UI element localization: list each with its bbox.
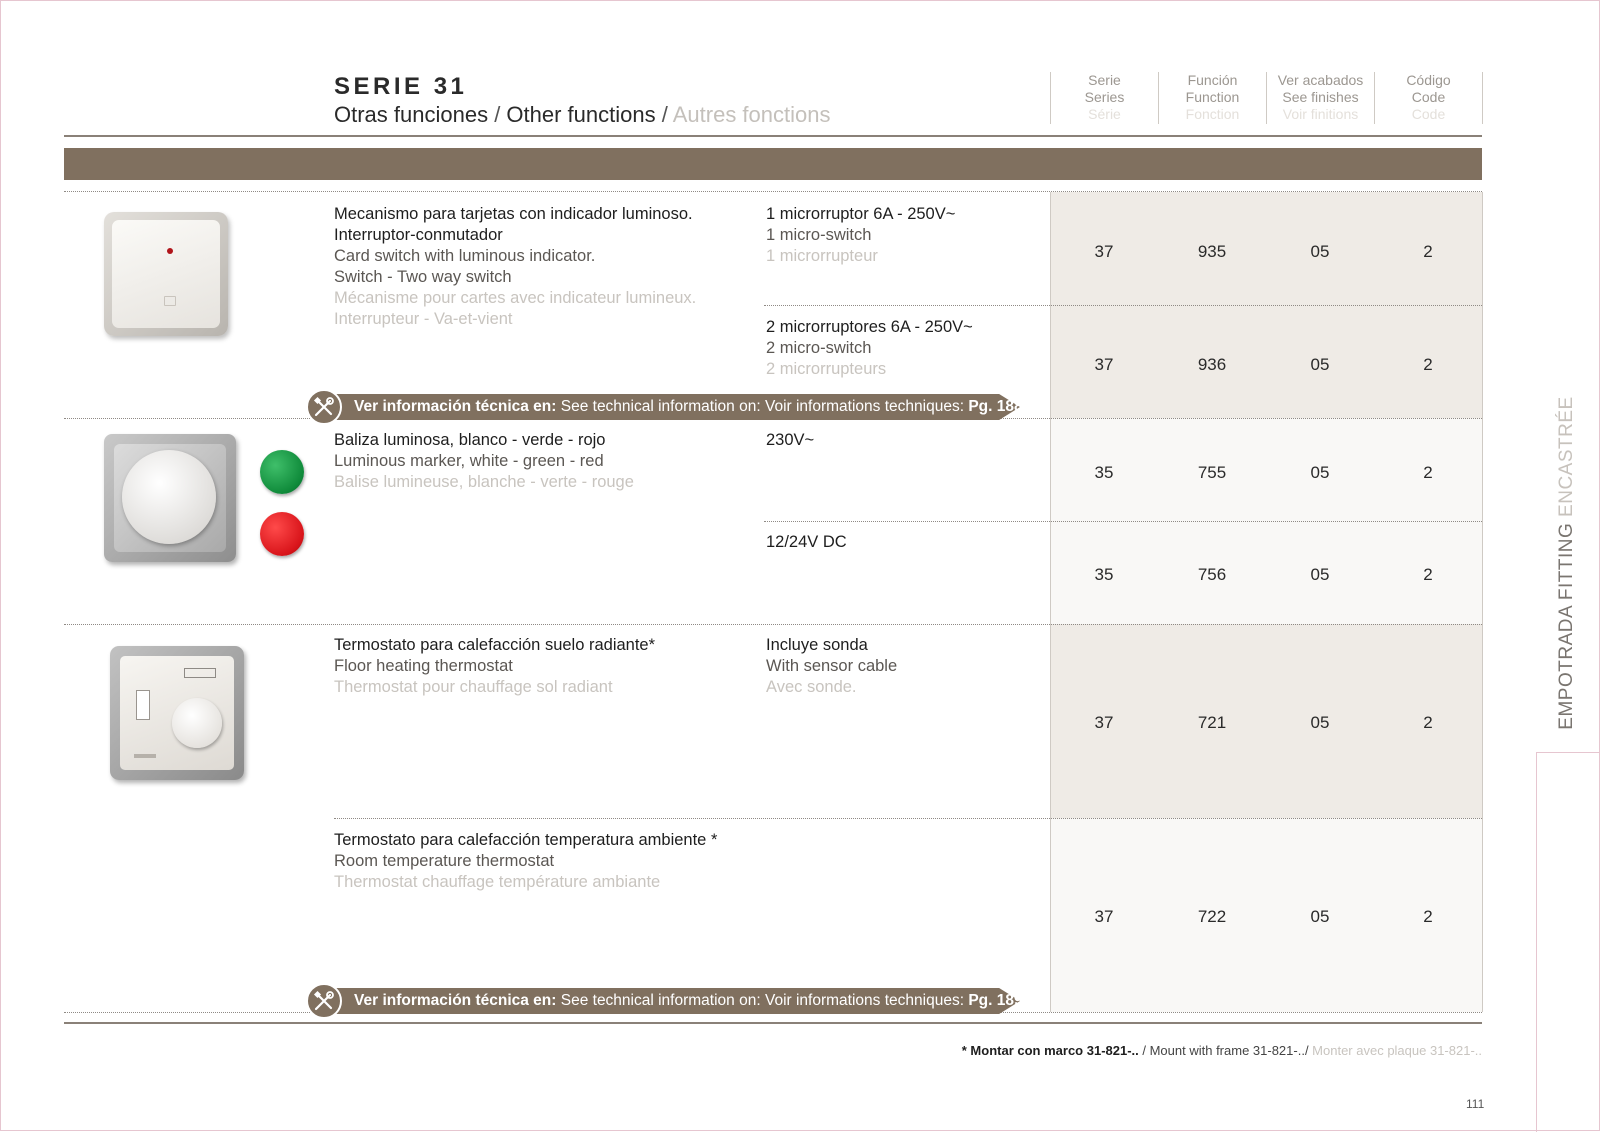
variant-1-1-spec (766, 204, 955, 267)
spec-line: 1 microrrupteur (766, 247, 878, 265)
col-head-fr: Fonction (1185, 106, 1240, 122)
desc-line: Room temperature thermostat (334, 852, 555, 870)
col-head-en: Code (1411, 89, 1446, 105)
tech-info-text (354, 398, 1023, 416)
variant-2-1-spec (766, 430, 814, 451)
tech-fr: Voir informations techniques: (764, 398, 964, 415)
series-code: 37 (1094, 242, 1114, 261)
tech-page-ref[interactable]: Pg. 189 (968, 992, 1023, 1009)
codes-left-border (1050, 192, 1051, 1012)
variant-1-2-spec (766, 317, 973, 380)
subtitle-es: Otras funciones (334, 102, 489, 127)
thermostat-frame (110, 646, 244, 780)
function-code: 756 (1197, 565, 1227, 584)
col-head-es: Código (1406, 72, 1451, 88)
side-section-tab (1552, 396, 1582, 730)
thermostat-label-plate (184, 668, 216, 678)
desc-line: Balise lumineuse, blanche - verte - rouge (334, 473, 634, 491)
metal-frame (104, 434, 236, 562)
series-code: 37 (1094, 907, 1114, 926)
tech-info-banner-2[interactable] (306, 987, 1038, 1015)
code-value: 2 (1423, 907, 1433, 926)
tech-fr: Voir informations techniques: (764, 992, 964, 1009)
tools-icon (306, 389, 342, 425)
desc-line: Termostato para calefacción suelo radiante* (334, 636, 656, 654)
tools-icon (306, 983, 342, 1019)
product-3-description (334, 635, 655, 698)
spec-line: 2 micro-switch (766, 339, 872, 357)
spec-line: 230V~ (766, 431, 815, 449)
code-value: 2 (1423, 242, 1433, 261)
spec-line: With sensor cable (766, 657, 898, 675)
finish-code: 05 (1310, 565, 1330, 584)
thermostat-switch (136, 690, 150, 720)
codes-right-border (1482, 192, 1483, 1012)
variant-3-1-spec (766, 635, 897, 698)
function-code: 722 (1197, 907, 1227, 926)
page-number: 111 (1466, 1097, 1485, 1111)
spec-line: 12/24V DC (766, 533, 847, 551)
side-tab-light: ENCASTRÉE (1556, 396, 1577, 523)
col-head-es: Ver acabados (1277, 72, 1364, 88)
desc-line: Mecanismo para tarjetas con indicador luminoso. (334, 205, 693, 223)
col-head-es: Serie (1088, 72, 1121, 88)
header-rule (64, 135, 1482, 137)
tech-en: See technical information on: (560, 398, 761, 415)
col-head-code (1374, 72, 1483, 124)
function-code: 721 (1197, 713, 1227, 732)
desc-line: Thermostat pour chauffage sol radiant (334, 678, 613, 696)
series-code: 35 (1094, 463, 1114, 482)
product-1-description (334, 204, 696, 330)
product-4-description (334, 830, 717, 893)
footnote (962, 1043, 1482, 1058)
series-code: 35 (1094, 565, 1114, 584)
row-separator (64, 191, 1482, 192)
code-value: 2 (1423, 463, 1433, 482)
subtitle-en: Other functions (506, 102, 656, 127)
tech-info-text (354, 992, 1023, 1010)
marker-cap (122, 450, 216, 544)
tech-es: Ver información técnica en: (354, 398, 557, 415)
col-head-fr: Voir finitions (1282, 106, 1359, 122)
row-separator (334, 818, 1482, 819)
tech-en: See technical information on: (560, 992, 761, 1009)
series-code: 37 (1094, 713, 1114, 732)
side-tab-dark: EMPOTRADA FITTING (1556, 522, 1577, 730)
footnote-es: * Montar con marco 31-821-.. (961, 1043, 1139, 1058)
header-band (64, 148, 1482, 180)
finish-code: 05 (1310, 355, 1330, 374)
switch-face (112, 220, 220, 328)
spec-line: Incluye sonda (766, 636, 868, 654)
desc-line: Card switch with luminous indicator. (334, 247, 596, 265)
footnote-fr: Monter avec plaque 31-821-.. (1308, 1043, 1482, 1058)
col-head-es: Función (1187, 72, 1238, 88)
col-head-fr: Série (1088, 106, 1121, 122)
col-head-fr: Code (1411, 106, 1446, 122)
variant-separator (764, 521, 1482, 522)
red-lens (260, 512, 304, 556)
function-code: 755 (1197, 463, 1227, 482)
spec-line: Avec sonde. (766, 678, 857, 696)
series-code: 37 (1094, 355, 1114, 374)
finish-code: 05 (1310, 907, 1330, 926)
finish-code: 05 (1310, 463, 1330, 482)
desc-line: Mécanisme pour cartes avec indicateur lumineux. (334, 289, 697, 307)
desc-line: Interruptor-conmutador (334, 226, 503, 244)
desc-line: Switch - Two way switch (334, 268, 512, 286)
desc-line: Termostato para calefacción temperatura ambiente * (334, 831, 718, 849)
subtitle-fr: Autres fonctions (672, 102, 831, 127)
column-headers (1050, 72, 1482, 124)
function-code: 935 (1197, 242, 1227, 261)
subtitle-sep-2: / (655, 102, 673, 127)
code-value: 2 (1423, 355, 1433, 374)
code-value: 2 (1423, 713, 1433, 732)
desc-line: Thermostat chauffage température ambiante (334, 873, 661, 891)
side-box (1536, 752, 1600, 1132)
thermostat-image (110, 646, 246, 782)
subtitle-sep-1: / (488, 102, 507, 127)
switch-frame (104, 212, 228, 336)
col-head-en: Function (1185, 89, 1240, 105)
col-head-series (1050, 72, 1158, 124)
tech-es: Ver información técnica en: (354, 992, 557, 1009)
function-code: 936 (1197, 355, 1227, 374)
variant-separator (764, 305, 1482, 306)
green-lens (260, 450, 304, 494)
col-head-function (1158, 72, 1266, 124)
variant-2-2-spec (766, 532, 847, 553)
desc-line: Luminous marker, white - green - red (334, 452, 604, 470)
card-switch-image (104, 212, 232, 340)
thermostat-face (120, 656, 234, 770)
col-head-en: Series (1084, 89, 1125, 105)
finish-code: 05 (1310, 242, 1330, 261)
desc-line: Floor heating thermostat (334, 657, 513, 675)
tech-info-banner-1[interactable] (306, 393, 1038, 421)
footer-rule (64, 1022, 1482, 1024)
tech-page-ref[interactable]: Pg. 188 (968, 398, 1023, 415)
col-head-en: See finishes (1282, 89, 1359, 105)
finish-code: 05 (1310, 713, 1330, 732)
indicator-led (167, 248, 173, 254)
desc-line: Baliza luminosa, blanco - verde - rojo (334, 431, 606, 449)
code-value: 2 (1423, 565, 1433, 584)
spec-line: 1 microrruptor 6A - 250V~ (766, 205, 956, 223)
col-head-finishes (1266, 72, 1374, 124)
luminous-marker-image (104, 434, 238, 564)
brand-mark (134, 754, 156, 758)
card-slot-icon (164, 296, 176, 306)
thermostat-dial (172, 698, 222, 748)
row-separator (64, 624, 1482, 625)
spec-line: 2 microrruptores 6A - 250V~ (766, 318, 973, 336)
page-subtitle (334, 102, 830, 128)
spec-line: 2 microrrupteurs (766, 360, 887, 378)
footnote-en: / Mount with frame 31-821-../ (1138, 1043, 1309, 1058)
product-2-description (334, 430, 634, 493)
desc-line: Interrupteur - Va-et-vient (334, 310, 513, 328)
series-title: SERIE 31 (334, 73, 468, 100)
spec-line: 1 micro-switch (766, 226, 872, 244)
